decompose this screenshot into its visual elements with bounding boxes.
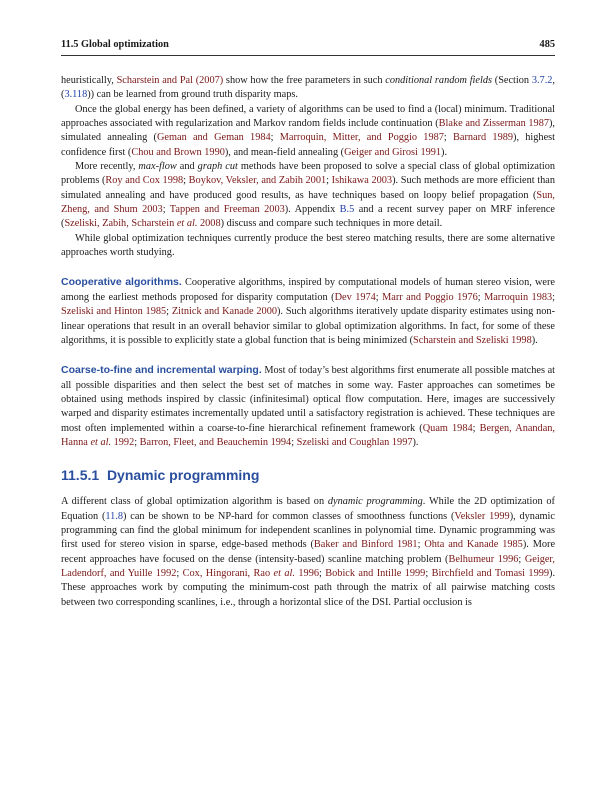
citation[interactable]: Szeliski and Coughlan 1997 <box>296 436 413 448</box>
section-header: 11.5 Global optimization <box>61 39 169 50</box>
equation-link[interactable]: 11.8 <box>105 510 124 522</box>
equation-link[interactable]: 3.118 <box>64 89 88 101</box>
citation[interactable]: Marroquin 1983 <box>484 291 553 303</box>
citation[interactable]: Cox, Hingorani, Rao et al. 1996 <box>182 567 319 579</box>
citation[interactable]: Bergen, Anandan, Hanna et al. 1992 <box>61 422 555 448</box>
section-link[interactable]: 3.7.2 <box>531 75 553 86</box>
citation[interactable]: Szeliski, Zabih, Scharstein et al. 2008 <box>64 218 221 230</box>
paragraph-4: While global optimization techniques currently produce the best stereo matching results, there are some alternative approaches worth studying. <box>61 232 555 259</box>
citation[interactable]: Szeliski and Hinton 1985 <box>61 306 167 318</box>
paragraph-heading: Cooperative algorithms. <box>61 276 182 289</box>
citation[interactable]: Belhumeur 1996 <box>448 553 519 565</box>
citation[interactable]: Boykov, Veksler, and Zabih 2001 <box>188 175 327 187</box>
citation[interactable]: Ishikawa 2003 <box>331 175 393 187</box>
appendix-link[interactable]: B.5 <box>339 204 355 216</box>
running-head <box>61 38 555 52</box>
page <box>61 38 555 610</box>
paragraph-2: Once the global energy has been defined, a variety of algorithms can be used to find a (local) minimum. Traditional approaches associated with regularization and Markov random fields include continuation (Blake and Zisserman 1987), simulated annealing (Geman and Geman 1984; Marroquin, Mitter, and Poggio 1987; Barnard 1989), highest confidence first (Chou and Brown 1990), and mean-field annealing (Geiger and Girosi 1991). <box>61 103 556 158</box>
paragraph-coarse-to-fine: Coarse-to-fine and incremental warping. Most of today’s best algorithms first enumerate all possible matches at all possible disparities and then select the best set of matches in some way. Faster approaches can sometimes be obtained using methods inspired by classic (infinitesimal) optical flow computation. Here, images are successively warped and disparity estimates incrementally updated until a satisfactory registration is achieved. These techniques are most often implemented within a coarse-to-fine hierarchical refinement framework (Quam 1984; Bergen, Anandan, Hanna et al. 1992; Barron, Fleet, and Beauchemin 1994; Szeliski and Coughlan 1997). <box>61 364 555 448</box>
citation[interactable]: Veksler 1999 <box>454 510 510 522</box>
citation[interactable]: Roy and Cox 1998 <box>105 175 184 187</box>
citation[interactable]: Geiger and Girosi 1991 <box>344 146 442 158</box>
citation[interactable]: Marr and Poggio 1976 <box>382 291 478 303</box>
citation[interactable]: Barron, Fleet, and Beauchemin 1994 <box>139 436 292 448</box>
citation[interactable]: Birchfield and Tomasi 1999 <box>431 567 550 579</box>
paragraph-dynamic-programming: A different class of global optimization algorithm is based on dynamic programming. While the 2D optimization of Equation (11.8) can be shown to be NP-hard for common classes of smoothness functions (Veksler 1999), dynamic programming can find the global minimum for independent scanlines in polynomial time. Dynamic programming was first used for stereo vision in sparse, edge-based methods (Baker and Binford 1981; Ohta and Kanade 1985). More recent approaches have focused on the dense (intensity-based) scanline matching problem (Belhumeur 1996; Geiger, Ladendorf, and Yuille 1992; Cox, Hingorani, Rao et al. 1996; Bobick and Intille 1999; Birchfield and Tomasi 1999). These approaches work by computing the minimum-cost path through the matrix of all pairwise matching costs between two corresponding scanlines, i.e., through a horizontal slice of the DSI. Partial occlusion is <box>61 496 556 608</box>
citation[interactable]: Sun, Zheng, and Shum 2003 <box>61 189 555 216</box>
paragraph-1: heuristically, Scharstein and Pal (2007) show how the free parameters in such conditional random fields (Section 3.7.2, (3.118)) can be learned from ground truth disparity maps. <box>61 75 555 101</box>
section-heading: 11.5.1 Dynamic programming <box>61 467 260 484</box>
citation[interactable]: Quam 1984 <box>422 422 473 434</box>
paragraph-heading: Coarse-to-fine and incremental warping. <box>61 364 262 377</box>
citation[interactable]: Barnard 1989 <box>453 132 514 144</box>
citation[interactable]: Chou and Brown 1990 <box>131 146 225 158</box>
citation[interactable]: Zitnick and Kanade 2000 <box>171 306 277 318</box>
citation[interactable]: Blake and Zisserman 1987 <box>438 118 549 130</box>
citation[interactable]: Geiger, Ladendorf, and Yuille 1992 <box>61 553 556 579</box>
citation[interactable]: Geman and Geman 1984 <box>156 132 271 144</box>
citation[interactable]: Scharstein and Pal (2007) <box>116 75 224 86</box>
citation[interactable]: Dev 1974 <box>334 291 376 303</box>
paragraph-cooperative: Cooperative algorithms. Cooperative algorithms, inspired by computational models of human stereo vision, were among the earliest methods proposed for disparity computation (Dev 1974; Marr and Poggio 1976; Marroquin 1983; Szeliski and Hinton 1985; Zitnick and Kanade 2000). Such algorithms iteratively update disparity estimates using non-linear operations that result in an overall behavior similar to global optimization algorithms. In fact, for some of these algorithms, it is possible to explicitly state a global function that is being minimized (Scharstein and Szeliski 1998). <box>61 276 556 346</box>
citation[interactable]: Tappen and Freeman 2003 <box>169 204 285 216</box>
citation[interactable]: Ohta and Kanade 1985 <box>424 539 523 551</box>
citation[interactable]: Baker and Binford 1981 <box>313 539 418 551</box>
citation[interactable]: Marroquin, Mitter, and Poggio 1987 <box>279 132 444 144</box>
paragraph-3: More recently, max-flow and graph cut methods have been proposed to solve a special class of global optimization problems (Roy and Cox 1998; Boykov, Veksler, and Zabih 2001; Ishikawa 2003). Such methods are more efficient than simulated annealing and have produced good results, as have techniques based on loopy belief propagation (Sun, Zheng, and Shum 2003; Tappen and Freeman 2003). Appendix B.5 and a recent survey paper on MRF inference (Szeliski, Zabih, Scharstein et al. 2008) discuss and compare such techniques in more detail. <box>61 161 556 230</box>
header-rule <box>61 55 555 56</box>
citation[interactable]: Bobick and Intille 1999 <box>325 567 426 579</box>
citation[interactable]: Scharstein and Szeliski 1998 <box>413 334 532 346</box>
page-number: 485 <box>539 39 555 50</box>
